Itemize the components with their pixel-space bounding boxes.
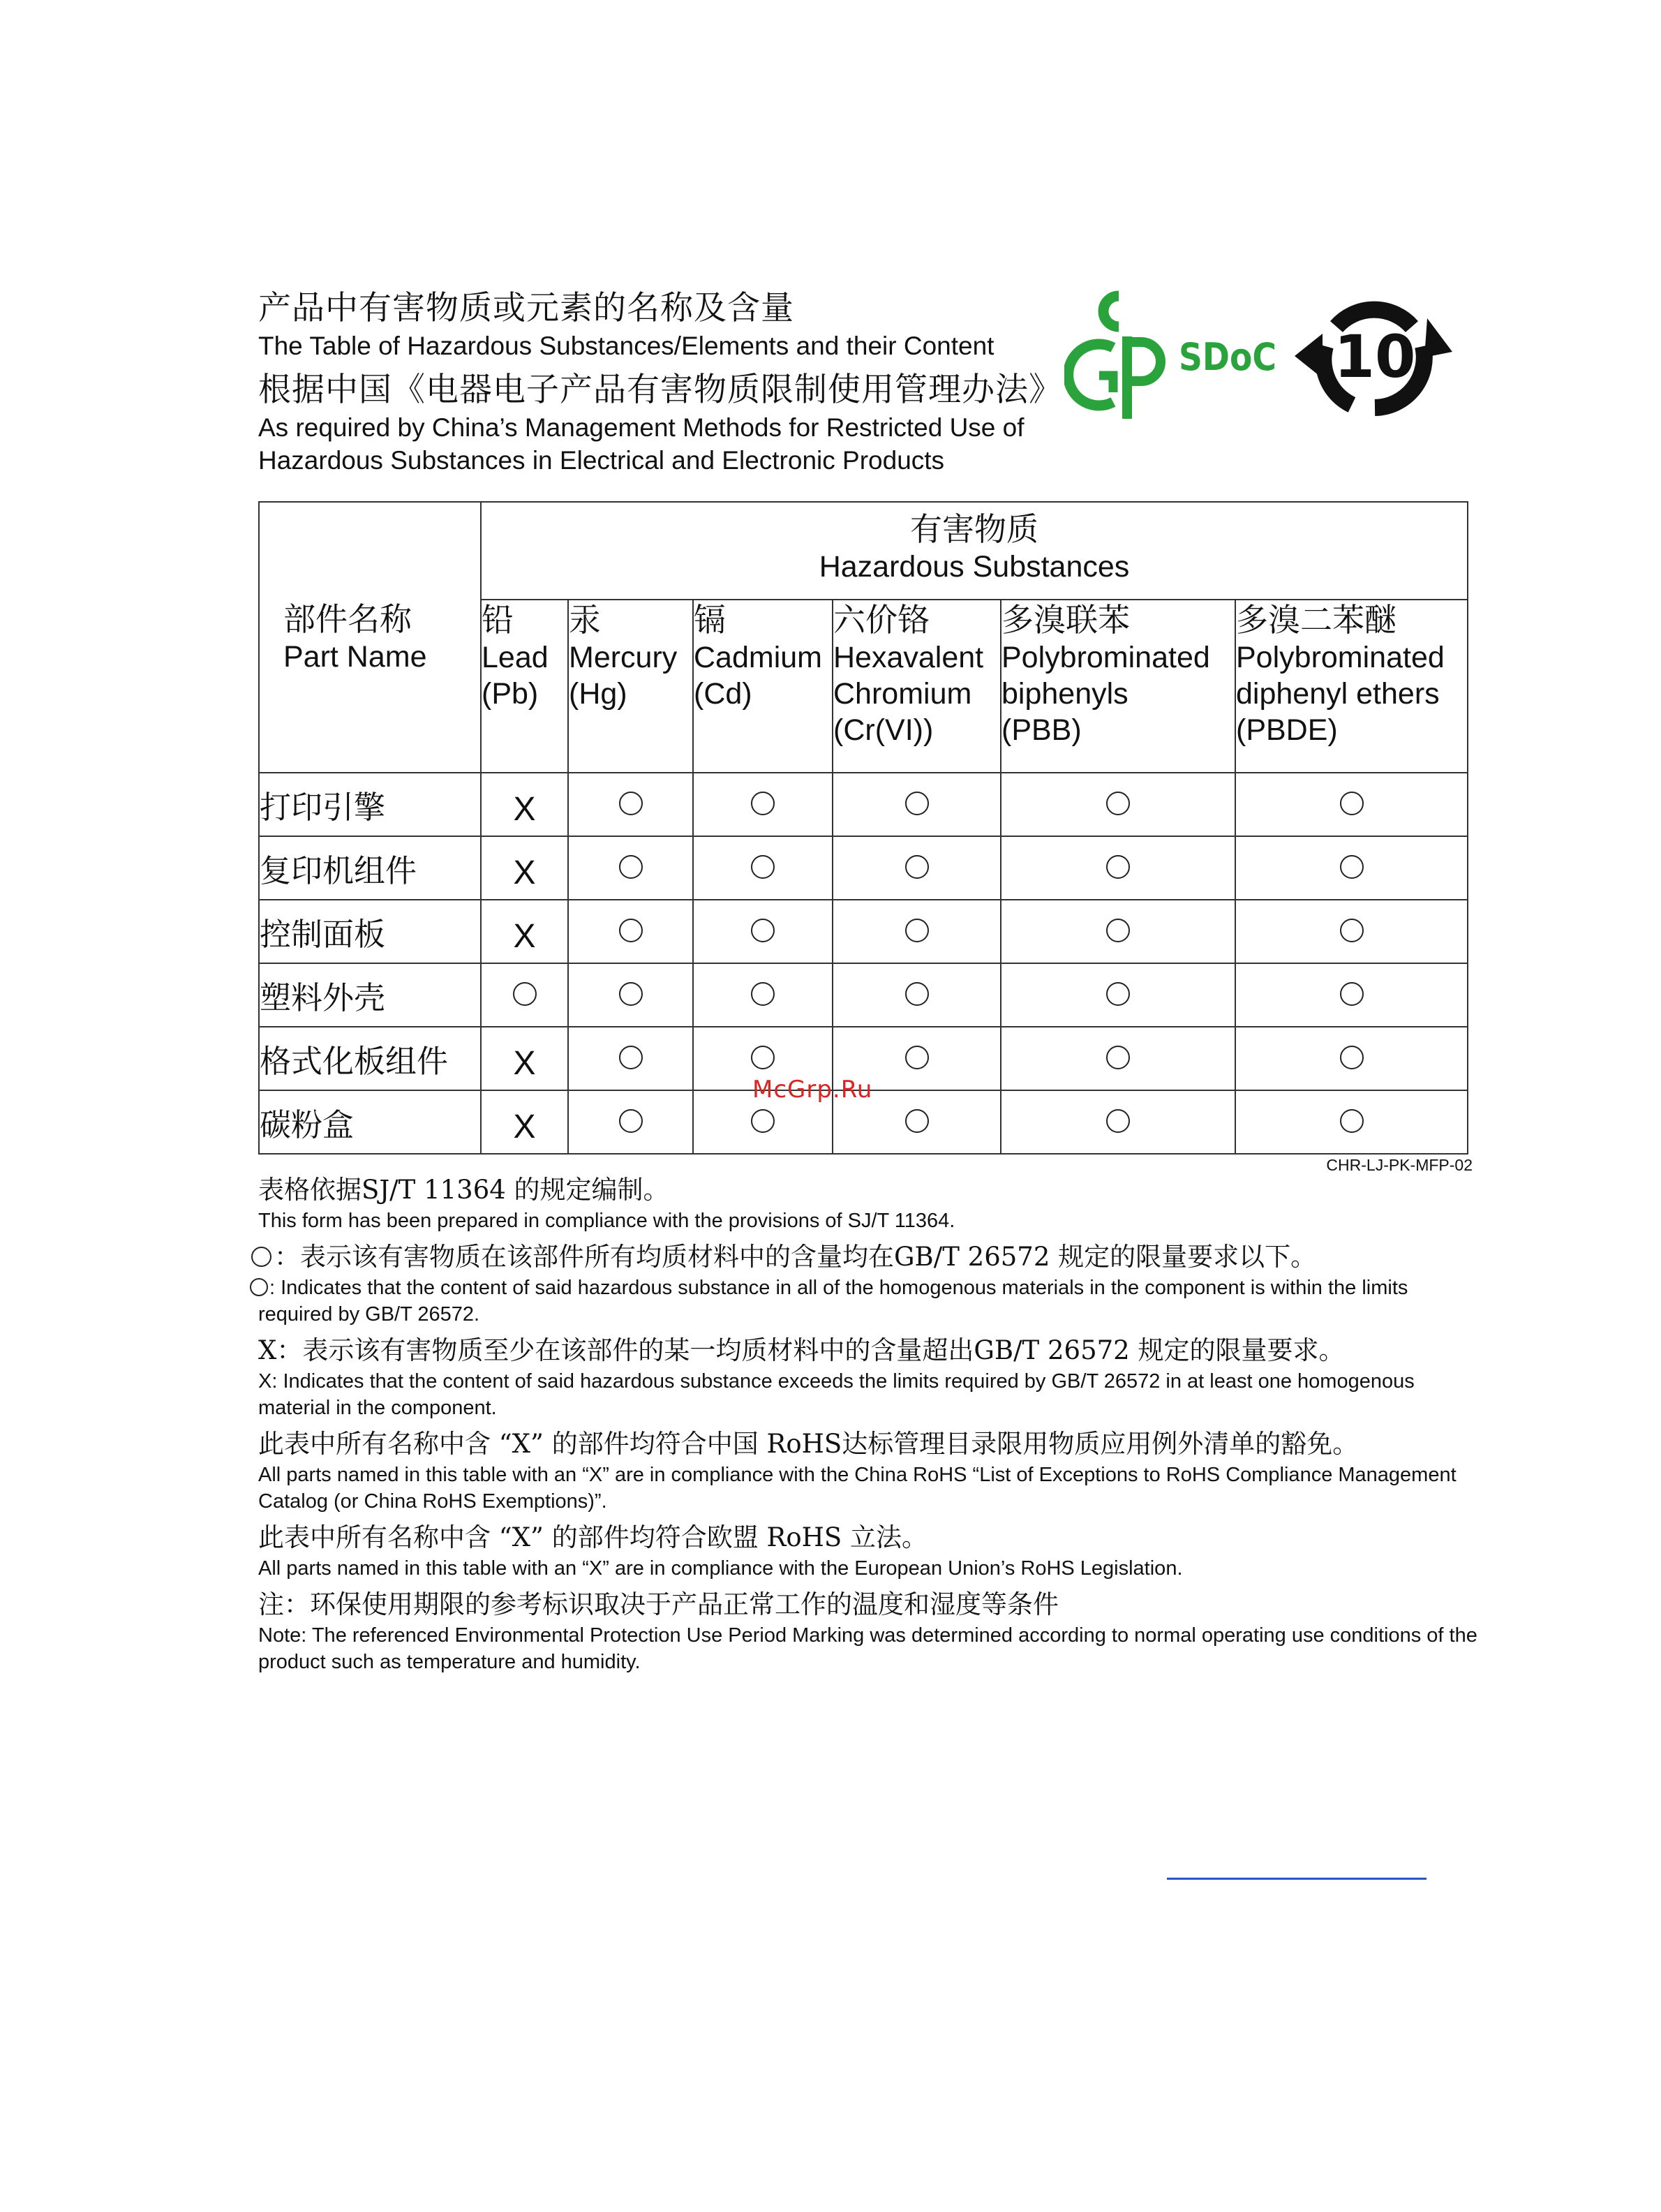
substance-mark-cell — [1235, 836, 1468, 900]
substance-mark-cell — [1001, 773, 1235, 836]
note-3-cn: X：表示该有害物质至少在该部件的某一均质材料中的含量超出GB/T 26572 规定的限量要求。 — [258, 1335, 1345, 1365]
substance-mark-cell — [693, 900, 833, 963]
within-limit-circle-icon — [619, 1046, 643, 1069]
substance-mark-cell — [693, 773, 833, 836]
note-2-en-block — [258, 1275, 1487, 1328]
within-limit-circle-icon — [905, 1109, 929, 1133]
substance-mark-cell — [1235, 900, 1468, 963]
part-name-cell: 控制面板 — [259, 900, 481, 963]
within-limit-circle-icon — [751, 982, 775, 1006]
within-limit-circle-icon — [619, 792, 643, 815]
substance-mark-cell — [833, 773, 1001, 836]
within-limit-circle-icon — [1106, 792, 1130, 815]
note-2-cn-line — [251, 1240, 1487, 1275]
substance-mark-cell — [1001, 963, 1235, 1027]
within-limit-circle-icon — [905, 919, 929, 942]
part-name-cn: 部件名称 — [283, 600, 412, 638]
part-name-cell: 打印引擎 — [259, 773, 481, 836]
column-header: 铅 Lead (Pb) — [481, 600, 568, 773]
form-code: CHR-LJ-PK-MFP-02 — [1326, 1156, 1473, 1174]
substance-mark-cell — [481, 1090, 568, 1154]
note-5-en: All parts named in this table with an “X” are in compliance with the European Union’s RoHS Legislation. — [258, 1557, 1183, 1580]
requirement-en-line1: As required by China’s Management Methods for Restricted Use of — [258, 413, 1025, 442]
within-limit-circle-icon — [1340, 982, 1364, 1006]
hazardous-substances-cn: 有害物质 — [910, 510, 1038, 548]
within-limit-circle-icon — [619, 1109, 643, 1133]
part-name-cell: 塑料外壳 — [259, 963, 481, 1027]
document-header — [258, 288, 1061, 477]
substance-mark-cell — [481, 836, 568, 900]
title-cn: 产品中有害物质或元素的名称及含量 — [258, 289, 794, 327]
exceeds-limit-mark: X — [513, 1108, 536, 1145]
within-limit-circle-icon — [1340, 919, 1364, 942]
substance-mark-cell — [481, 1027, 568, 1090]
part-name-cell: 格式化板组件 — [259, 1027, 481, 1090]
hazardous-substances-table — [258, 501, 1468, 1155]
exceeds-limit-mark: X — [513, 1045, 536, 1082]
within-limit-circle-icon — [905, 792, 929, 815]
column-header: 多溴二苯醚 Polybrominated diphenyl ethers (PBDE) — [1235, 600, 1468, 773]
table-row — [259, 773, 1468, 836]
link-underline[interactable] — [1167, 1878, 1427, 1880]
within-limit-circle-icon — [905, 855, 929, 879]
within-limit-circle-icon — [1106, 1046, 1130, 1069]
column-header: 汞 Mercury (Hg) — [568, 600, 693, 773]
substance-mark-cell — [693, 836, 833, 900]
within-limit-circle-icon — [513, 982, 537, 1006]
substance-mark-cell — [1235, 1027, 1468, 1090]
exceeds-limit-mark: X — [513, 918, 536, 955]
note-1-en: This form has been prepared in compliance with the provisions of SJ/T 11364. — [258, 1210, 955, 1232]
exceeds-limit-mark: X — [513, 854, 536, 891]
notes-section — [258, 1173, 1487, 1675]
note-2-cn: ：表示该有害物质在该部件所有均质材料中的含量均在GB/T 26572 规定的限量要求以下。 — [274, 1242, 1317, 1272]
note-3-en: X: Indicates that the content of said hazardous substance exceeds the limits required by GB/T 26572 in at least one homogenous material in the component. — [258, 1370, 1415, 1419]
table-row — [259, 836, 1468, 900]
substance-mark-cell — [481, 900, 568, 963]
circle-symbol-icon — [251, 1247, 271, 1267]
epup-logo-icon — [1295, 288, 1455, 427]
within-limit-circle-icon — [1340, 1109, 1364, 1133]
substance-mark-cell — [1001, 1027, 1235, 1090]
part-name-en: Part Name — [283, 640, 427, 674]
note-4-en: All parts named in this table with an “X” are in compliance with the China RoHS “List of Exceptions to RoHS Compliance Management Catalog (or China RoHS Exemptions)”. — [258, 1464, 1457, 1513]
within-limit-circle-icon — [751, 855, 775, 879]
substance-mark-cell — [481, 963, 568, 1027]
column-header: 多溴联苯 Polybrominated biphenyls (PBB) — [1001, 600, 1235, 773]
within-limit-circle-icon — [619, 982, 643, 1006]
within-limit-circle-icon — [905, 1046, 929, 1069]
requirement-en-line2: Hazardous Substances in Electrical and Electronic Products — [258, 446, 945, 475]
note-2-en: : Indicates that the content of said hazardous substance in all of the homogenous materials in the component is within the limits required by GB/T 26572. — [258, 1277, 1408, 1326]
hazardous-substances-en: Hazardous Substances — [819, 550, 1130, 584]
within-limit-circle-icon — [1106, 982, 1130, 1006]
within-limit-circle-icon — [751, 792, 775, 815]
gp-logo-icon — [1064, 288, 1176, 427]
substance-mark-cell — [693, 963, 833, 1027]
within-limit-circle-icon — [1106, 855, 1130, 879]
requirement-cn: 根据中国《电器电子产品有害物质限制使用管理办法》 — [258, 371, 1062, 409]
substance-mark-cell — [1235, 963, 1468, 1027]
within-limit-circle-icon — [905, 982, 929, 1006]
substance-mark-cell — [833, 963, 1001, 1027]
within-limit-circle-icon — [1106, 919, 1130, 942]
within-limit-circle-icon — [619, 855, 643, 879]
substance-mark-cell — [1001, 900, 1235, 963]
substance-mark-cell — [1235, 773, 1468, 836]
circle-symbol-icon — [250, 1278, 268, 1296]
within-limit-circle-icon — [1340, 855, 1364, 879]
substance-mark-cell — [1235, 1090, 1468, 1154]
substance-mark-cell — [568, 1090, 693, 1154]
substance-mark-cell — [568, 900, 693, 963]
substance-mark-cell — [1001, 836, 1235, 900]
within-limit-circle-icon — [1340, 792, 1364, 815]
part-name-cell: 复印机组件 — [259, 836, 481, 900]
part-name-cell: 碳粉盒 — [259, 1090, 481, 1154]
substance-mark-cell — [833, 900, 1001, 963]
substance-mark-cell — [568, 773, 693, 836]
column-header: 镉 Cadmium (Cd) — [693, 600, 833, 773]
substance-mark-cell — [568, 963, 693, 1027]
title-en: The Table of Hazardous Substances/Elements and their Content — [258, 332, 995, 360]
substance-mark-cell — [833, 836, 1001, 900]
within-limit-circle-icon — [1106, 1109, 1130, 1133]
within-limit-circle-icon — [1340, 1046, 1364, 1069]
epup-number: 10 — [1334, 322, 1416, 391]
substance-mark-cell — [481, 773, 568, 836]
within-limit-circle-icon — [751, 919, 775, 942]
note-5-cn: 此表中所有名称中含 “X” 的部件均符合欧盟 RoHS 立法。 — [258, 1522, 928, 1552]
table-row — [259, 900, 1468, 963]
note-1-cn: 表格依据SJ/T 11364 的规定编制。 — [258, 1175, 669, 1205]
column-header: 六价铬 Hexavalent Chromium (Cr(VI)) — [833, 600, 1001, 773]
sdoc-logo-icon — [1177, 329, 1282, 385]
note-6-cn: 注：环保使用期限的参考标识取决于产品正常工作的温度和湿度等条件 — [258, 1589, 1059, 1619]
note-6-en: Note: The referenced Environmental Protection Use Period Marking was determined according to normal operating use conditions of the product such as temperature and humidity. — [258, 1624, 1477, 1673]
compliance-logos — [1064, 288, 1455, 427]
hazardous-substances-header — [481, 502, 1468, 600]
note-4-cn: 此表中所有名称中含 “X” 的部件均符合中国 RoHS达标管理目录限用物质应用例外清单的豁免。 — [258, 1429, 1359, 1459]
table-row — [259, 963, 1468, 1027]
exceeds-limit-mark: X — [513, 791, 536, 828]
substance-mark-cell — [568, 836, 693, 900]
substance-mark-cell — [1001, 1090, 1235, 1154]
part-name-header — [259, 502, 481, 773]
within-limit-circle-icon — [751, 1109, 775, 1133]
watermark: McGrp.Ru — [752, 1076, 873, 1104]
within-limit-circle-icon — [619, 919, 643, 942]
substance-mark-cell — [568, 1027, 693, 1090]
sdoc-label: SDoC — [1179, 335, 1276, 379]
within-limit-circle-icon — [751, 1046, 775, 1069]
